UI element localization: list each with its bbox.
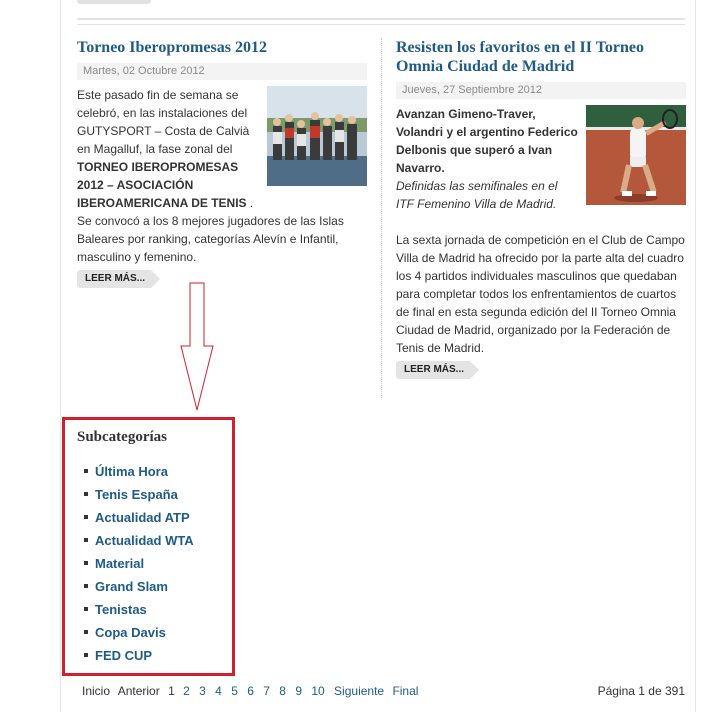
subcategory-link-grand-slam[interactable]: Grand Slam xyxy=(95,579,168,594)
article-photo-group[interactable] xyxy=(267,86,367,186)
article-date: Martes, 02 Octubre 2012 xyxy=(77,63,367,80)
column-divider xyxy=(381,38,382,398)
subcategory-link-actualidad-wta[interactable]: Actualidad WTA xyxy=(95,533,194,548)
pagination-page-6[interactable]: 6 xyxy=(247,684,254,698)
article-intro-text: Este pasado fin de semana se celebró, en las instalaciones del GUTYSPORT – Costa de Calvià en Magalluf, la fase zonal del xyxy=(77,88,250,156)
subcategory-item xyxy=(95,463,194,486)
pagination-page-3[interactable]: 3 xyxy=(199,684,206,698)
pagination-page-9[interactable]: 9 xyxy=(295,684,302,698)
subcategories-list xyxy=(95,463,194,670)
article-iberopromesas xyxy=(77,38,367,288)
pagination-prev: Anterior xyxy=(117,684,160,698)
article-body xyxy=(77,86,367,266)
pagination-page-4[interactable]: 4 xyxy=(215,684,222,698)
section-divider xyxy=(77,18,685,25)
subcategory-link-tenistas[interactable]: Tenistas xyxy=(95,602,147,617)
read-more-button[interactable]: LEER MÁS... xyxy=(77,270,151,288)
article-date: Jueves, 27 Septiembre 2012 xyxy=(396,82,686,99)
article-title[interactable]: Torneo Iberopromesas 2012 xyxy=(77,39,267,56)
subcategory-link-material[interactable]: Material xyxy=(95,556,145,571)
page-frame-left xyxy=(60,0,61,712)
subcategory-item xyxy=(95,601,194,624)
subcategory-link-actualidad-atp[interactable]: Actualidad ATP xyxy=(95,510,190,525)
page-frame-right xyxy=(695,0,696,712)
pagination-next[interactable]: Siguiente xyxy=(334,684,385,698)
pagination-first: Inicio xyxy=(82,684,111,698)
down-arrow-icon xyxy=(180,282,214,417)
subcategory-link-ultima-hora[interactable]: Última Hora xyxy=(95,464,168,479)
article-lead: Avanzan Gimeno-Traver, Volandri y el argentino Federico Delbonis que superó a Ivan Navarro. xyxy=(396,107,578,175)
subcategory-item xyxy=(95,486,194,509)
subcategory-item xyxy=(95,578,194,601)
subcategory-item xyxy=(95,532,194,555)
article-sublead: Definidas las semifinales en el ITF Femenino Villa de Madrid. xyxy=(396,179,558,211)
pagination xyxy=(82,684,423,698)
article-body xyxy=(396,105,686,357)
previous-button-stub[interactable] xyxy=(77,0,151,4)
article-body-text: La sexta jornada de competición en el Club de Campo Villa de Madrid ha ofrecido por la parte alta del cuadro los 4 partidos individuales masculinos que quedaban para completar todos los enfrentamientos de cuartos de final en esta segunda edición del II Torneo Omnia Ciudad de Madrid, organizado por la Federación de Tenis de Madrid. xyxy=(396,233,685,355)
pagination-last[interactable]: Final xyxy=(392,684,419,698)
article-punct: . xyxy=(246,196,254,210)
article-omnia-madrid xyxy=(396,38,686,379)
subcategory-item xyxy=(95,509,194,532)
subcategory-link-fed-cup[interactable]: FED CUP xyxy=(95,648,153,663)
pagination-page-8[interactable]: 8 xyxy=(279,684,286,698)
pagination-page-5[interactable]: 5 xyxy=(231,684,238,698)
subcategory-link-tenis-espana[interactable]: Tenis España xyxy=(95,487,178,502)
article-photo-player[interactable] xyxy=(586,105,686,205)
page-count: Página 1 de 391 xyxy=(597,684,685,698)
pagination-page-2[interactable]: 2 xyxy=(183,684,190,698)
pagination-page-current: 1 xyxy=(168,684,175,698)
article-title[interactable]: Resisten los favoritos en el II Torneo Omnia Ciudad de Madrid xyxy=(396,39,644,75)
pagination-page-7[interactable]: 7 xyxy=(263,684,270,698)
pagination-page-10[interactable]: 10 xyxy=(311,684,325,698)
subcategory-item xyxy=(95,624,194,647)
subcategory-item xyxy=(95,555,194,578)
article-more-text: Se convocó a los 8 mejores jugadores de las Islas Baleares por ranking, categorías Alevín e Infantil, masculino y femenino. xyxy=(77,214,344,264)
subcategory-link-copa-davis[interactable]: Copa Davis xyxy=(95,625,166,640)
subcategories-title: Subcategorías xyxy=(77,429,167,445)
article-event-name: TORNEO IBEROPROMESAS 2012 – ASOCIACIÓN IBEROAMERICANA DE TENIS xyxy=(77,160,247,210)
subcategory-item xyxy=(95,647,194,670)
subcategories-box xyxy=(62,417,235,676)
read-more-button[interactable]: LEER MÁS... xyxy=(396,361,470,379)
